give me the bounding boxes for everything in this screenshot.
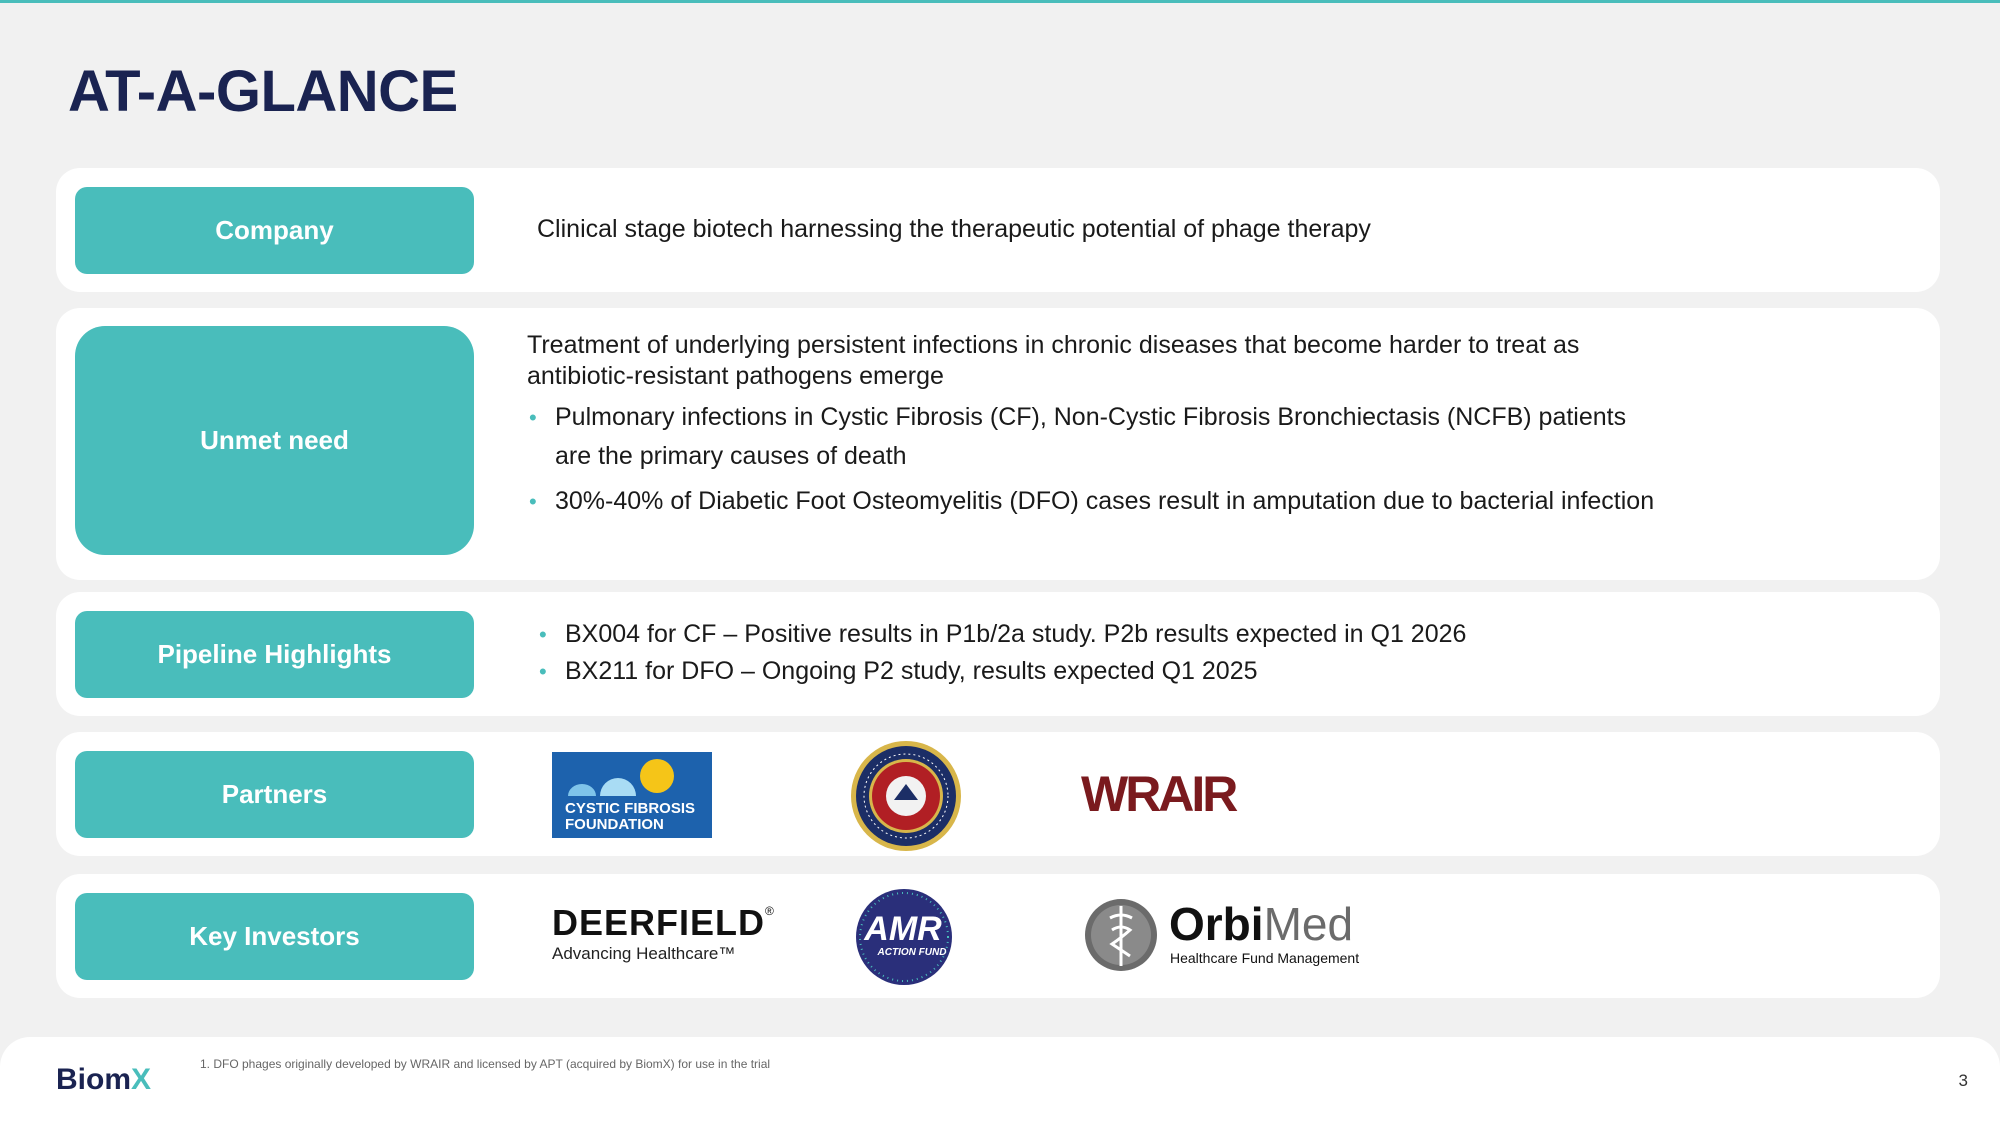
footer <box>0 1037 2000 1125</box>
unmet-need-intro: Treatment of underlying persistent infections in chronic diseases that become harder to treat as antibiotic-resistant pathogens emerge <box>527 331 1580 390</box>
partners-label: Partners <box>75 751 474 838</box>
page-title: AT-A-GLANCE <box>68 59 458 124</box>
bullet-icon: • <box>529 489 537 514</box>
cff-circles-icon <box>552 752 712 804</box>
deerfield-logo <box>552 904 792 970</box>
amr-subtitle: ACTION FUND <box>877 947 947 958</box>
cff-name-line1: CYSTIC FIBROSIS <box>565 800 696 817</box>
list-item: • Pulmonary infections in Cystic Fibrosis (CF), Non-Cystic Fibrosis Bronchiectasis (NCFB) patients are the primary causes of death <box>527 398 1667 476</box>
orbimed-logo <box>1084 898 1384 976</box>
orbimed-subtitle: Healthcare Fund Management <box>1170 950 1360 966</box>
amr-action-fund-logo <box>848 887 958 987</box>
biomx-logo <box>56 1063 151 1097</box>
amr-name: AMR <box>864 910 942 948</box>
list-item: • BX211 for DFO – Ongoing P2 study, results expected Q1 2025 <box>537 653 1837 690</box>
unmet-need-label: Unmet need <box>75 326 474 555</box>
wrair-logo: WRAIR <box>1081 766 1236 822</box>
list-item: • 30%-40% of Diabetic Foot Osteomyelitis (DFO) cases result in amputation due to bacterial infection <box>527 482 1667 521</box>
bullet-icon: • <box>529 405 537 430</box>
deerfield-tagline: Advancing Healthcare™ <box>552 944 736 963</box>
key-investors-label: Key Investors <box>75 893 474 980</box>
pipeline-label: Pipeline Highlights <box>75 611 474 698</box>
company-description: Clinical stage biotech harnessing the therapeutic potential of phage therapy <box>537 215 1371 243</box>
deerfield-name: DEERFIELD <box>552 902 766 943</box>
cystic-fibrosis-foundation-logo <box>552 752 712 838</box>
cff-name-line2: FOUNDATION <box>565 816 664 833</box>
bullet-icon: • <box>539 622 547 647</box>
unmet-need-row <box>56 308 1940 580</box>
pipeline-bullets <box>537 616 1837 690</box>
company-label: Company <box>75 187 474 274</box>
orbimed-name-orbi: Orbi <box>1169 898 1264 950</box>
page-number: 3 <box>1958 1071 1968 1090</box>
list-item: • BX004 for CF – Positive results in P1b/2a study. P2b results expected in Q1 2026 <box>537 616 1837 653</box>
biomx-logo-x: X <box>131 1063 152 1096</box>
orbimed-name-med: Med <box>1263 898 1354 950</box>
top-accent-line <box>0 0 2000 3</box>
deerfield-registered-mark: ® <box>765 904 774 918</box>
footnote: 1. DFO phages originally developed by WRAIR and licensed by APT (acquired by BiomX) for use in the trial <box>200 1057 771 1071</box>
partners-row <box>56 732 1940 856</box>
biomx-logo-text: Biom <box>56 1063 131 1096</box>
naval-medical-research-seal-icon <box>850 740 962 852</box>
unmet-need-bullets <box>527 398 1667 521</box>
bullet-icon: • <box>539 659 547 684</box>
caduceus-globe-icon <box>1084 898 1158 972</box>
pipeline-row <box>56 592 1940 716</box>
company-row <box>56 168 1940 292</box>
key-investors-row <box>56 874 1940 998</box>
